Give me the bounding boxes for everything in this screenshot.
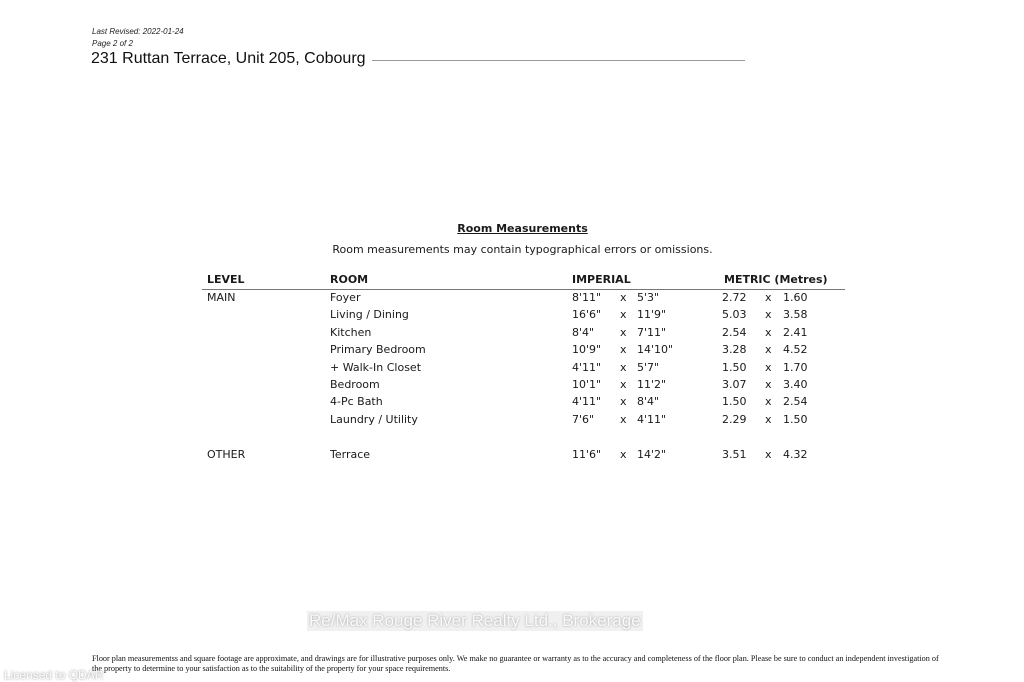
row-metric-x: x <box>765 448 772 461</box>
row-imperial-length: 14'2" <box>637 448 667 461</box>
row-metric-width: 3.51 <box>722 448 747 461</box>
property-address: 231 Ruttan Terrace, Unit 205, Cobourg <box>91 50 366 67</box>
row-imperial-width: 10'9" <box>572 343 602 356</box>
page-number-text: Page 2 of 2 <box>92 39 133 48</box>
row-metric-width: 3.28 <box>722 343 747 356</box>
table-row <box>0 326 1024 343</box>
section-title: Room Measurements <box>457 222 588 235</box>
row-metric-width: 2.54 <box>722 326 747 339</box>
row-metric-width: 5.03 <box>722 308 747 321</box>
row-imperial-width: 4'11" <box>572 361 602 374</box>
row-metric-x: x <box>765 308 772 321</box>
row-metric-x: x <box>765 413 772 426</box>
disclaimer-text: Floor plan measurementss and square footage are approximate, and drawings are for illustrative purposes only. We make no guarantee or warranty as to the accuracy and completeness of the floor plan. Please be sure to conduct an independent investigation of the property to determine to your satisfaction as to the suitability of the property for your space requirements. <box>92 654 939 673</box>
row-imperial-width: 8'11" <box>572 291 602 304</box>
row-room: + Walk-In Closet <box>330 361 422 374</box>
row-imperial-x: x <box>620 413 627 426</box>
row-metric-width: 1.50 <box>722 361 747 374</box>
row-metric-length: 4.32 <box>783 448 808 461</box>
row-imperial-length: 8'4" <box>637 395 660 408</box>
row-level: OTHER <box>207 448 246 461</box>
table-row <box>0 413 1024 430</box>
row-imperial-width: 4'11" <box>572 395 602 408</box>
row-metric-length: 1.70 <box>783 361 808 374</box>
row-room: Terrace <box>330 448 371 461</box>
header-rule <box>372 60 745 61</box>
header-room: ROOM <box>330 273 369 286</box>
row-metric-length: 1.60 <box>783 291 808 304</box>
row-metric-length: 4.52 <box>783 343 808 356</box>
section-subtitle: Room measurements may contain typographical errors or omissions. <box>332 243 713 256</box>
row-room: 4-Pc Bath <box>330 395 383 408</box>
row-room: Primary Bedroom <box>330 343 426 356</box>
last-revised-text: Last Revised: 2022-01-24 <box>92 27 184 36</box>
row-imperial-x: x <box>620 308 627 321</box>
table-row <box>0 448 1024 465</box>
header-level: LEVEL <box>207 273 245 286</box>
row-metric-length: 2.54 <box>783 395 808 408</box>
header-metric: METRIC (Metres) <box>724 273 828 286</box>
row-imperial-width: 16'6" <box>572 308 602 321</box>
row-imperial-width: 7'6" <box>572 413 595 426</box>
row-imperial-x: x <box>620 395 627 408</box>
row-metric-width: 3.07 <box>722 378 747 391</box>
row-imperial-length: 4'11" <box>637 413 667 426</box>
row-imperial-width: 8'4" <box>572 326 595 339</box>
table-row <box>0 291 1024 308</box>
row-imperial-x: x <box>620 326 627 339</box>
row-metric-width: 1.50 <box>722 395 747 408</box>
row-imperial-x: x <box>620 448 627 461</box>
row-metric-x: x <box>765 378 772 391</box>
row-imperial-x: x <box>620 361 627 374</box>
row-metric-length: 2.41 <box>783 326 808 339</box>
row-level: MAIN <box>207 291 236 304</box>
row-metric-x: x <box>765 291 772 304</box>
row-imperial-x: x <box>620 378 627 391</box>
row-room: Kitchen <box>330 326 372 339</box>
row-metric-x: x <box>765 395 772 408</box>
row-imperial-width: 10'1" <box>572 378 602 391</box>
brokerage-watermark: Re/Max Rouge River Realty Ltd., Brokerage <box>309 611 641 630</box>
table-row <box>0 308 1024 325</box>
row-metric-x: x <box>765 343 772 356</box>
row-room: Living / Dining <box>330 308 409 321</box>
row-room: Foyer <box>330 291 361 304</box>
row-imperial-x: x <box>620 291 627 304</box>
row-imperial-x: x <box>620 343 627 356</box>
row-metric-width: 2.29 <box>722 413 747 426</box>
header-imperial: IMPERIAL <box>572 273 631 286</box>
row-imperial-length: 5'3" <box>637 291 660 304</box>
row-metric-x: x <box>765 326 772 339</box>
row-metric-length: 3.58 <box>783 308 808 321</box>
table-row <box>0 343 1024 360</box>
row-metric-x: x <box>765 361 772 374</box>
row-imperial-length: 11'9" <box>637 308 667 321</box>
row-imperial-width: 11'6" <box>572 448 602 461</box>
row-room: Bedroom <box>330 378 380 391</box>
licensed-watermark: Licensed to QDAR <box>4 668 104 682</box>
row-imperial-length: 7'11" <box>637 326 667 339</box>
table-row <box>0 378 1024 395</box>
row-imperial-length: 11'2" <box>637 378 667 391</box>
row-imperial-length: 14'10" <box>637 343 674 356</box>
header-divider <box>202 289 845 290</box>
table-row <box>0 361 1024 378</box>
row-metric-width: 2.72 <box>722 291 747 304</box>
row-imperial-length: 5'7" <box>637 361 660 374</box>
table-row <box>0 395 1024 412</box>
row-metric-length: 1.50 <box>783 413 808 426</box>
row-metric-length: 3.40 <box>783 378 808 391</box>
row-room: Laundry / Utility <box>330 413 418 426</box>
